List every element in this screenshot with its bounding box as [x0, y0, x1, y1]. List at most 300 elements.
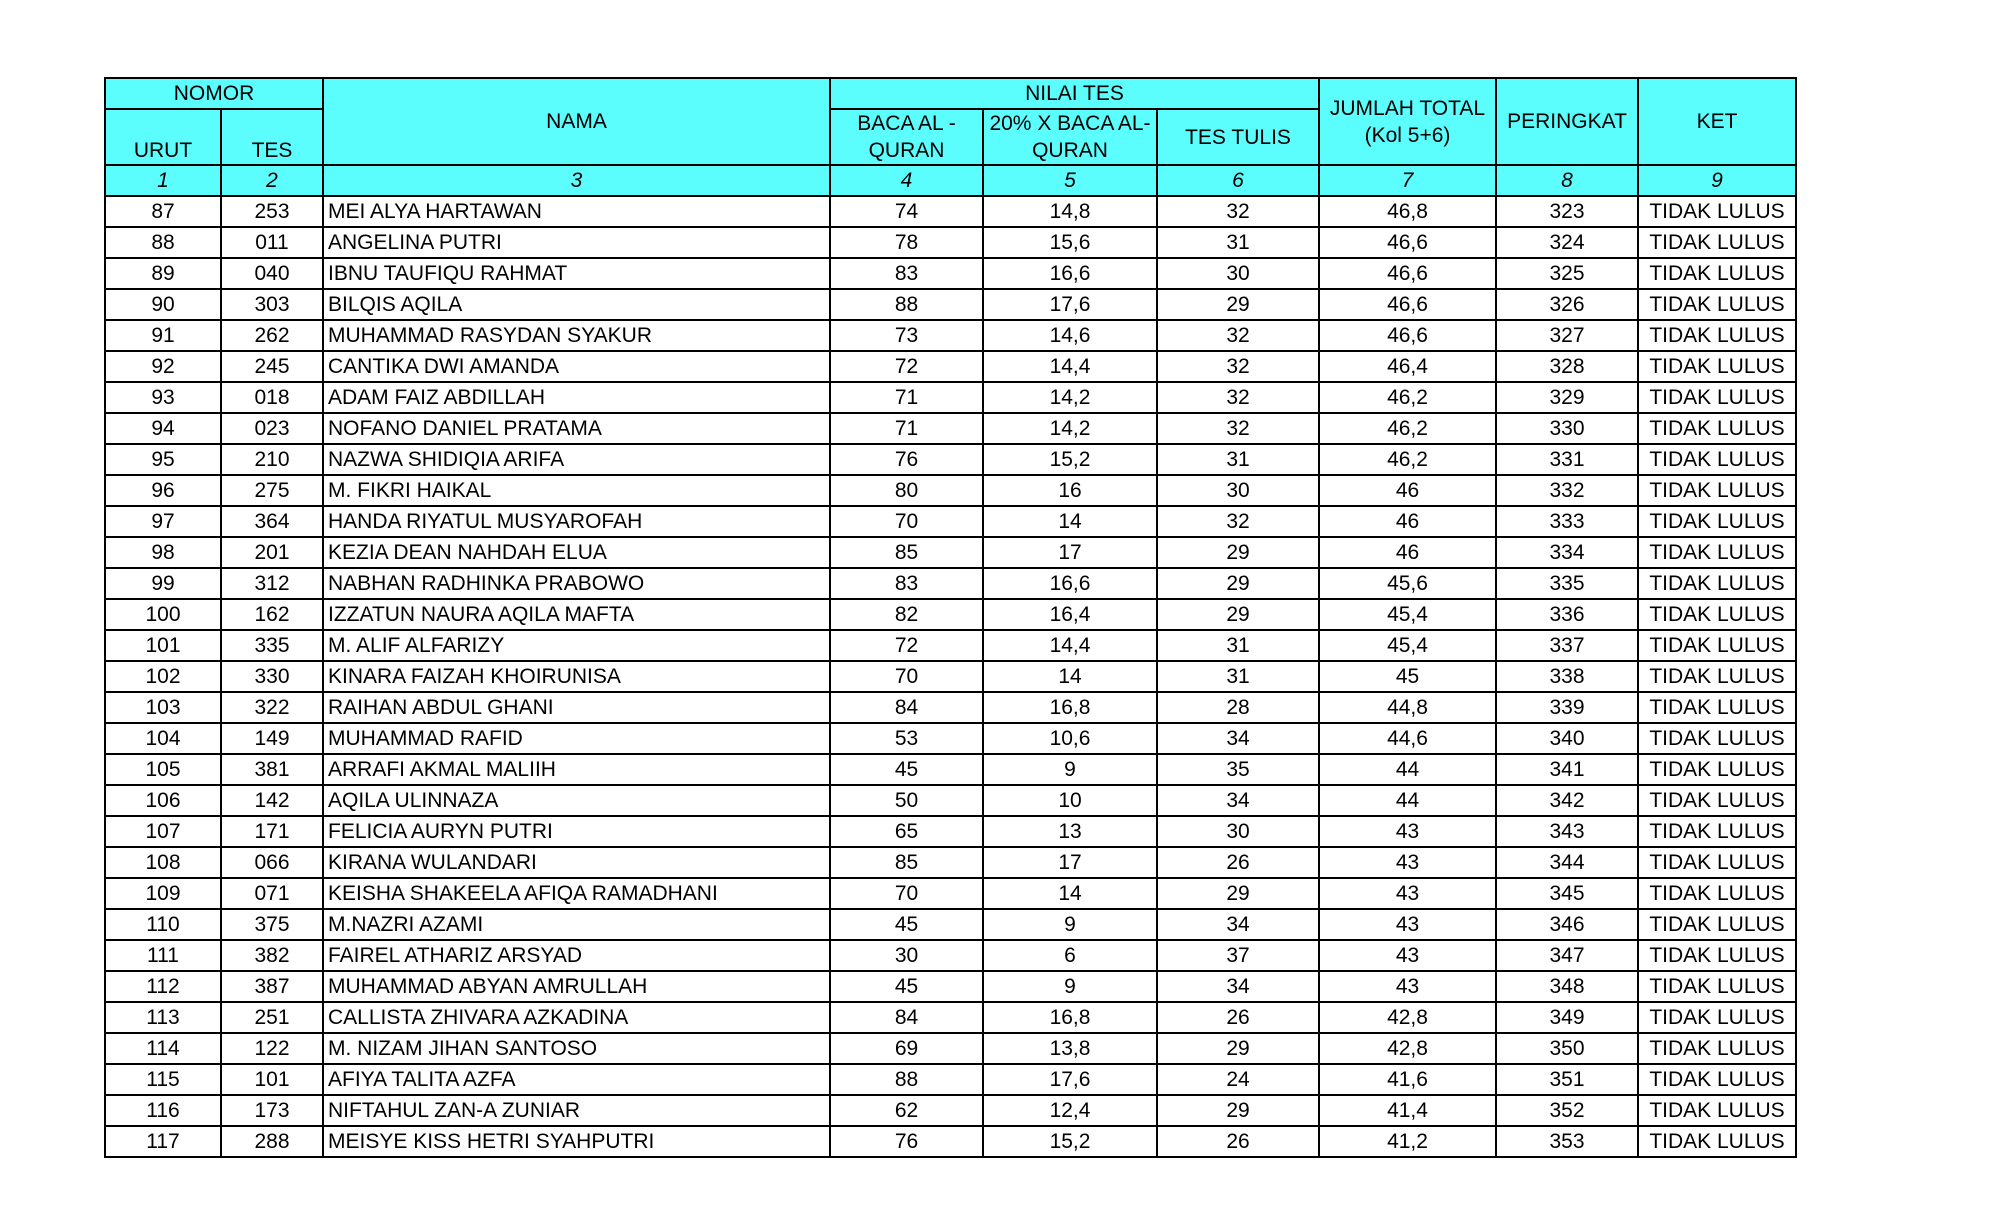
tes-tulis-cell: 34 — [1157, 971, 1319, 1002]
jumlah-total-cell: 42,8 — [1319, 1002, 1496, 1033]
baca-alquran-cell: 73 — [830, 320, 983, 351]
urut-cell: 97 — [105, 506, 221, 537]
ket-cell: TIDAK LULUS — [1638, 599, 1796, 630]
urut-cell: 91 — [105, 320, 221, 351]
jumlah-total-cell: 43 — [1319, 971, 1496, 1002]
peringkat-cell: 339 — [1496, 692, 1638, 723]
urut-cell: 114 — [105, 1033, 221, 1064]
baca-alquran-cell: 82 — [830, 599, 983, 630]
col-number-9: 9 — [1638, 165, 1796, 196]
pct-baca-alquran-cell: 10 — [983, 785, 1157, 816]
header-row-1 — [105, 78, 1796, 109]
peringkat-cell: 346 — [1496, 909, 1638, 940]
urut-cell: 102 — [105, 661, 221, 692]
tes-tulis-cell: 34 — [1157, 785, 1319, 816]
tes-number-cell: 382 — [221, 940, 323, 971]
tes-number-cell: 201 — [221, 537, 323, 568]
baca-alquran-cell: 53 — [830, 723, 983, 754]
baca-alquran-line2: QURAN — [868, 139, 945, 162]
tes-number-cell: 040 — [221, 258, 323, 289]
pct-baca-alquran-cell: 17 — [983, 537, 1157, 568]
ket-cell: TIDAK LULUS — [1638, 1064, 1796, 1095]
tes-tulis-cell: 29 — [1157, 1033, 1319, 1064]
table-row — [105, 506, 1796, 537]
tes-tulis-cell: 32 — [1157, 351, 1319, 382]
baca-alquran-cell: 71 — [830, 413, 983, 444]
ket-cell: TIDAK LULUS — [1638, 475, 1796, 506]
peringkat-cell: 341 — [1496, 754, 1638, 785]
peringkat-cell: 343 — [1496, 816, 1638, 847]
results-table — [104, 77, 1797, 1158]
baca-alquran-cell: 62 — [830, 1095, 983, 1126]
tes-tulis-cell: 24 — [1157, 1064, 1319, 1095]
col-number-8: 8 — [1496, 165, 1638, 196]
tes-tulis-cell: 35 — [1157, 754, 1319, 785]
nama-cell: FELICIA AURYN PUTRI — [323, 816, 830, 847]
nama-cell: RAIHAN ABDUL GHANI — [323, 692, 830, 723]
table-row — [105, 568, 1796, 599]
tes-tulis-cell: 32 — [1157, 320, 1319, 351]
ket-cell: TIDAK LULUS — [1638, 1095, 1796, 1126]
tes-tulis-cell: 31 — [1157, 227, 1319, 258]
baca-alquran-cell: 88 — [830, 1064, 983, 1095]
table-row — [105, 878, 1796, 909]
ket-cell: TIDAK LULUS — [1638, 816, 1796, 847]
ket-cell: TIDAK LULUS — [1638, 413, 1796, 444]
peringkat-cell: 353 — [1496, 1126, 1638, 1157]
pct-baca-alquran-cell: 13 — [983, 816, 1157, 847]
tes-number-cell: 253 — [221, 196, 323, 227]
tes-tulis-cell: 37 — [1157, 940, 1319, 971]
tes-number-cell: 275 — [221, 475, 323, 506]
ket-cell: TIDAK LULUS — [1638, 227, 1796, 258]
pct-baca-alquran-cell: 14,8 — [983, 196, 1157, 227]
nama-cell: NOFANO DANIEL PRATAMA — [323, 413, 830, 444]
table-row — [105, 971, 1796, 1002]
urut-header: URUT — [105, 109, 221, 165]
ket-cell: TIDAK LULUS — [1638, 382, 1796, 413]
table-row — [105, 413, 1796, 444]
baca-alquran-cell: 71 — [830, 382, 983, 413]
pct-baca-alquran-cell: 15,2 — [983, 444, 1157, 475]
tes-tulis-cell: 31 — [1157, 630, 1319, 661]
ket-cell: TIDAK LULUS — [1638, 320, 1796, 351]
baca-alquran-cell: 76 — [830, 444, 983, 475]
tes-tulis-cell: 26 — [1157, 1002, 1319, 1033]
jumlah-total-cell: 46,2 — [1319, 413, 1496, 444]
nama-header: NAMA — [323, 78, 830, 165]
tes-number-cell: 288 — [221, 1126, 323, 1157]
pct-baca-alquran-cell: 13,8 — [983, 1033, 1157, 1064]
table-row — [105, 196, 1796, 227]
peringkat-cell: 327 — [1496, 320, 1638, 351]
urut-cell: 109 — [105, 878, 221, 909]
baca-alquran-cell: 30 — [830, 940, 983, 971]
table-row — [105, 940, 1796, 971]
peringkat-cell: 351 — [1496, 1064, 1638, 1095]
peringkat-cell: 334 — [1496, 537, 1638, 568]
pct-baca-alquran-cell: 14 — [983, 661, 1157, 692]
nama-cell: M. NIZAM JIHAN SANTOSO — [323, 1033, 830, 1064]
ket-cell: TIDAK LULUS — [1638, 351, 1796, 382]
tes-number-cell: 066 — [221, 847, 323, 878]
baca-alquran-cell: 83 — [830, 258, 983, 289]
nama-cell: AFIYA TALITA AZFA — [323, 1064, 830, 1095]
tes-number-cell: 210 — [221, 444, 323, 475]
tes-number-cell: 149 — [221, 723, 323, 754]
ket-cell: TIDAK LULUS — [1638, 630, 1796, 661]
ket-cell: TIDAK LULUS — [1638, 754, 1796, 785]
ket-cell: TIDAK LULUS — [1638, 537, 1796, 568]
jumlah-total-cell: 43 — [1319, 816, 1496, 847]
pct-baca-alquran-cell: 12,4 — [983, 1095, 1157, 1126]
nama-cell: FAIREL ATHARIZ ARSYAD — [323, 940, 830, 971]
tes-number-cell: 330 — [221, 661, 323, 692]
peringkat-cell: 350 — [1496, 1033, 1638, 1064]
jumlah-total-cell: 46,6 — [1319, 320, 1496, 351]
nama-cell: KEISHA SHAKEELA AFIQA RAMADHANI — [323, 878, 830, 909]
nama-cell: MUHAMMAD RASYDAN SYAKUR — [323, 320, 830, 351]
baca-alquran-cell: 84 — [830, 1002, 983, 1033]
table-row — [105, 1095, 1796, 1126]
jumlah-total-cell: 45,4 — [1319, 599, 1496, 630]
urut-cell: 98 — [105, 537, 221, 568]
peringkat-cell: 331 — [1496, 444, 1638, 475]
pct-baca-alquran-cell: 15,2 — [983, 1126, 1157, 1157]
urut-cell: 100 — [105, 599, 221, 630]
table-row — [105, 847, 1796, 878]
jumlah-total-cell: 43 — [1319, 909, 1496, 940]
tes-tulis-cell: 34 — [1157, 909, 1319, 940]
nama-cell: NAZWA SHIDIQIA ARIFA — [323, 444, 830, 475]
nama-cell: IZZATUN NAURA AQILA MAFTA — [323, 599, 830, 630]
pct-baca-alquran-cell: 16,4 — [983, 599, 1157, 630]
urut-cell: 96 — [105, 475, 221, 506]
urut-cell: 106 — [105, 785, 221, 816]
jumlah-total-cell: 45,6 — [1319, 568, 1496, 599]
ket-cell: TIDAK LULUS — [1638, 723, 1796, 754]
table-body — [105, 196, 1796, 1157]
pct-baca-alquran-cell: 16,6 — [983, 258, 1157, 289]
jumlah-total-cell: 46,6 — [1319, 258, 1496, 289]
urut-cell: 99 — [105, 568, 221, 599]
urut-cell: 104 — [105, 723, 221, 754]
baca-alquran-cell: 85 — [830, 537, 983, 568]
urut-cell: 108 — [105, 847, 221, 878]
ket-cell: TIDAK LULUS — [1638, 1002, 1796, 1033]
baca-alquran-cell: 72 — [830, 630, 983, 661]
pct-baca-alquran-cell: 9 — [983, 971, 1157, 1002]
tes-number-cell: 251 — [221, 1002, 323, 1033]
jumlah-total-cell: 46,2 — [1319, 382, 1496, 413]
baca-alquran-cell: 70 — [830, 506, 983, 537]
pct-baca-alquran-cell: 10,6 — [983, 723, 1157, 754]
baca-alquran-line1: BACA AL - — [857, 112, 956, 135]
table-row — [105, 227, 1796, 258]
tes-tulis-cell: 32 — [1157, 413, 1319, 444]
tes-number-cell: 142 — [221, 785, 323, 816]
tes-number-cell: 312 — [221, 568, 323, 599]
peringkat-cell: 324 — [1496, 227, 1638, 258]
peringkat-cell: 333 — [1496, 506, 1638, 537]
baca-alquran-cell: 88 — [830, 289, 983, 320]
pct-baca-alquran-cell: 14,4 — [983, 630, 1157, 661]
urut-cell: 103 — [105, 692, 221, 723]
table-row — [105, 537, 1796, 568]
tes-tulis-cell: 30 — [1157, 258, 1319, 289]
tes-number-cell: 023 — [221, 413, 323, 444]
nama-cell: KEZIA DEAN NAHDAH ELUA — [323, 537, 830, 568]
tes-number-cell: 387 — [221, 971, 323, 1002]
ket-cell: TIDAK LULUS — [1638, 1033, 1796, 1064]
jumlah-total-line1: JUMLAH TOTAL — [1329, 96, 1486, 120]
jumlah-total-cell: 41,6 — [1319, 1064, 1496, 1095]
pct-baca-alquran-cell: 14,2 — [983, 382, 1157, 413]
tes-tulis-cell: 29 — [1157, 568, 1319, 599]
ket-cell: TIDAK LULUS — [1638, 196, 1796, 227]
peringkat-cell: 344 — [1496, 847, 1638, 878]
ket-cell: TIDAK LULUS — [1638, 878, 1796, 909]
nama-cell: MUHAMMAD ABYAN AMRULLAH — [323, 971, 830, 1002]
tes-tulis-cell: 30 — [1157, 816, 1319, 847]
peringkat-cell: 329 — [1496, 382, 1638, 413]
table-row — [105, 351, 1796, 382]
urut-cell: 115 — [105, 1064, 221, 1095]
pct-baca-alquran-cell: 14 — [983, 506, 1157, 537]
nama-cell: CALLISTA ZHIVARA AZKADINA — [323, 1002, 830, 1033]
column-number-row — [105, 165, 1796, 196]
jumlah-total-cell: 43 — [1319, 878, 1496, 909]
nama-cell: KIRANA WULANDARI — [323, 847, 830, 878]
pct-baca-alquran-cell: 14,4 — [983, 351, 1157, 382]
ket-cell: TIDAK LULUS — [1638, 661, 1796, 692]
table-row — [105, 1126, 1796, 1157]
urut-cell: 88 — [105, 227, 221, 258]
table-row — [105, 723, 1796, 754]
peringkat-cell: 348 — [1496, 971, 1638, 1002]
nama-cell: BILQIS AQILA — [323, 289, 830, 320]
peringkat-cell: 337 — [1496, 630, 1638, 661]
table-row — [105, 1033, 1796, 1064]
baca-alquran-cell: 70 — [830, 661, 983, 692]
urut-cell: 90 — [105, 289, 221, 320]
peringkat-cell: 342 — [1496, 785, 1638, 816]
nama-cell: HANDA RIYATUL MUSYAROFAH — [323, 506, 830, 537]
peringkat-cell: 349 — [1496, 1002, 1638, 1033]
jumlah-total-cell: 44 — [1319, 754, 1496, 785]
pct-baca-alquran-line2: QURAN — [1032, 139, 1108, 162]
peringkat-cell: 338 — [1496, 661, 1638, 692]
jumlah-total-header — [1319, 78, 1496, 165]
peringkat-cell: 352 — [1496, 1095, 1638, 1126]
baca-alquran-cell: 76 — [830, 1126, 983, 1157]
jumlah-total-cell: 46,2 — [1319, 444, 1496, 475]
baca-alquran-header — [830, 109, 983, 165]
urut-cell: 105 — [105, 754, 221, 785]
jumlah-total-cell: 46,8 — [1319, 196, 1496, 227]
tes-number-cell: 364 — [221, 506, 323, 537]
baca-alquran-cell: 65 — [830, 816, 983, 847]
baca-alquran-cell: 80 — [830, 475, 983, 506]
urut-cell: 110 — [105, 909, 221, 940]
ket-cell: TIDAK LULUS — [1638, 1126, 1796, 1157]
jumlah-total-cell: 43 — [1319, 847, 1496, 878]
col-number-2: 2 — [221, 165, 323, 196]
tes-tulis-cell: 31 — [1157, 444, 1319, 475]
tes-tulis-cell: 29 — [1157, 1095, 1319, 1126]
nama-cell: MUHAMMAD RAFID — [323, 723, 830, 754]
baca-alquran-cell: 83 — [830, 568, 983, 599]
nama-cell: M. ALIF ALFARIZY — [323, 630, 830, 661]
urut-cell: 95 — [105, 444, 221, 475]
pct-baca-alquran-cell: 16,6 — [983, 568, 1157, 599]
ket-cell: TIDAK LULUS — [1638, 692, 1796, 723]
pct-baca-alquran-cell: 16,8 — [983, 692, 1157, 723]
peringkat-cell: 330 — [1496, 413, 1638, 444]
ket-cell: TIDAK LULUS — [1638, 444, 1796, 475]
pct-baca-alquran-cell: 14 — [983, 878, 1157, 909]
ket-cell: TIDAK LULUS — [1638, 847, 1796, 878]
table-row — [105, 289, 1796, 320]
tes-tulis-cell: 34 — [1157, 723, 1319, 754]
tes-number-cell: 303 — [221, 289, 323, 320]
table-row — [105, 785, 1796, 816]
urut-cell: 93 — [105, 382, 221, 413]
peringkat-cell: 336 — [1496, 599, 1638, 630]
tes-number-cell: 162 — [221, 599, 323, 630]
peringkat-cell: 328 — [1496, 351, 1638, 382]
tes-number-cell: 171 — [221, 816, 323, 847]
urut-cell: 89 — [105, 258, 221, 289]
peringkat-cell: 332 — [1496, 475, 1638, 506]
nilai-tes-header: NILAI TES — [830, 78, 1319, 109]
jumlah-total-line2: (Kol 5+6) — [1364, 123, 1451, 147]
ket-cell: TIDAK LULUS — [1638, 785, 1796, 816]
nama-cell: CANTIKA DWI AMANDA — [323, 351, 830, 382]
nama-cell: KINARA FAIZAH KHOIRUNISA — [323, 661, 830, 692]
baca-alquran-cell: 45 — [830, 754, 983, 785]
tes-tulis-cell: 30 — [1157, 475, 1319, 506]
nama-cell: IBNU TAUFIQU RAHMAT — [323, 258, 830, 289]
table-row — [105, 754, 1796, 785]
jumlah-total-cell: 45 — [1319, 661, 1496, 692]
tes-tulis-cell: 29 — [1157, 599, 1319, 630]
baca-alquran-cell: 50 — [830, 785, 983, 816]
tes-number-cell: 322 — [221, 692, 323, 723]
nama-cell: M.NAZRI AZAMI — [323, 909, 830, 940]
urut-cell: 116 — [105, 1095, 221, 1126]
urut-cell: 92 — [105, 351, 221, 382]
pct-baca-alquran-cell: 17 — [983, 847, 1157, 878]
col-number-1: 1 — [105, 165, 221, 196]
urut-cell: 117 — [105, 1126, 221, 1157]
tes-number-cell: 245 — [221, 351, 323, 382]
tes-number-cell: 335 — [221, 630, 323, 661]
tes-tulis-cell: 32 — [1157, 196, 1319, 227]
peringkat-cell: 345 — [1496, 878, 1638, 909]
pct-baca-alquran-cell: 14,2 — [983, 413, 1157, 444]
jumlah-total-cell: 44,6 — [1319, 723, 1496, 754]
baca-alquran-cell: 69 — [830, 1033, 983, 1064]
ket-cell: TIDAK LULUS — [1638, 258, 1796, 289]
tes-number-cell: 011 — [221, 227, 323, 258]
pct-baca-alquran-cell: 16 — [983, 475, 1157, 506]
pct-baca-alquran-cell: 15,6 — [983, 227, 1157, 258]
pct-baca-alquran-cell: 6 — [983, 940, 1157, 971]
peringkat-cell: 323 — [1496, 196, 1638, 227]
nama-cell: AQILA ULINNAZA — [323, 785, 830, 816]
nama-cell: M. FIKRI HAIKAL — [323, 475, 830, 506]
nama-cell: MEISYE KISS HETRI SYAHPUTRI — [323, 1126, 830, 1157]
nama-cell: NIFTAHUL ZAN-A ZUNIAR — [323, 1095, 830, 1126]
tes-tulis-cell: 29 — [1157, 289, 1319, 320]
col-number-7: 7 — [1319, 165, 1496, 196]
tes-number-cell: 071 — [221, 878, 323, 909]
jumlah-total-cell: 41,4 — [1319, 1095, 1496, 1126]
tes-number-cell: 375 — [221, 909, 323, 940]
table-row — [105, 475, 1796, 506]
jumlah-total-cell: 43 — [1319, 940, 1496, 971]
jumlah-total-cell: 45,4 — [1319, 630, 1496, 661]
tes-tulis-header: TES TULIS — [1157, 109, 1319, 165]
ket-header: KET — [1638, 78, 1796, 165]
jumlah-total-cell: 44,8 — [1319, 692, 1496, 723]
ket-cell: TIDAK LULUS — [1638, 506, 1796, 537]
urut-cell: 101 — [105, 630, 221, 661]
baca-alquran-cell: 45 — [830, 971, 983, 1002]
tes-header: TES — [221, 109, 323, 165]
table-row — [105, 909, 1796, 940]
ket-cell: TIDAK LULUS — [1638, 909, 1796, 940]
nomor-header: NOMOR — [105, 78, 323, 109]
ket-cell: TIDAK LULUS — [1638, 568, 1796, 599]
table-row — [105, 320, 1796, 351]
pct-baca-alquran-cell: 9 — [983, 909, 1157, 940]
tes-number-cell: 101 — [221, 1064, 323, 1095]
peringkat-cell: 335 — [1496, 568, 1638, 599]
baca-alquran-cell: 85 — [830, 847, 983, 878]
pct-baca-alquran-line1: 20% X BACA AL- — [989, 112, 1151, 135]
baca-alquran-cell: 74 — [830, 196, 983, 227]
tes-number-cell: 173 — [221, 1095, 323, 1126]
peringkat-cell: 325 — [1496, 258, 1638, 289]
peringkat-cell: 340 — [1496, 723, 1638, 754]
jumlah-total-cell: 46,6 — [1319, 289, 1496, 320]
nama-cell: ANGELINA PUTRI — [323, 227, 830, 258]
table-row — [105, 661, 1796, 692]
tes-tulis-cell: 29 — [1157, 537, 1319, 568]
baca-alquran-cell: 45 — [830, 909, 983, 940]
urut-cell: 94 — [105, 413, 221, 444]
tes-tulis-cell: 26 — [1157, 847, 1319, 878]
urut-cell: 113 — [105, 1002, 221, 1033]
tes-number-cell: 122 — [221, 1033, 323, 1064]
tes-tulis-cell: 29 — [1157, 878, 1319, 909]
col-number-4: 4 — [830, 165, 983, 196]
tes-number-cell: 262 — [221, 320, 323, 351]
table-row — [105, 444, 1796, 475]
urut-cell: 107 — [105, 816, 221, 847]
nama-cell: MEI ALYA HARTAWAN — [323, 196, 830, 227]
peringkat-header: PERINGKAT — [1496, 78, 1638, 165]
peringkat-cell: 326 — [1496, 289, 1638, 320]
table-row — [105, 630, 1796, 661]
table-row — [105, 382, 1796, 413]
tes-number-cell: 381 — [221, 754, 323, 785]
nama-cell: ARRAFI AKMAL MALIIH — [323, 754, 830, 785]
table-row — [105, 816, 1796, 847]
jumlah-total-cell: 46 — [1319, 506, 1496, 537]
